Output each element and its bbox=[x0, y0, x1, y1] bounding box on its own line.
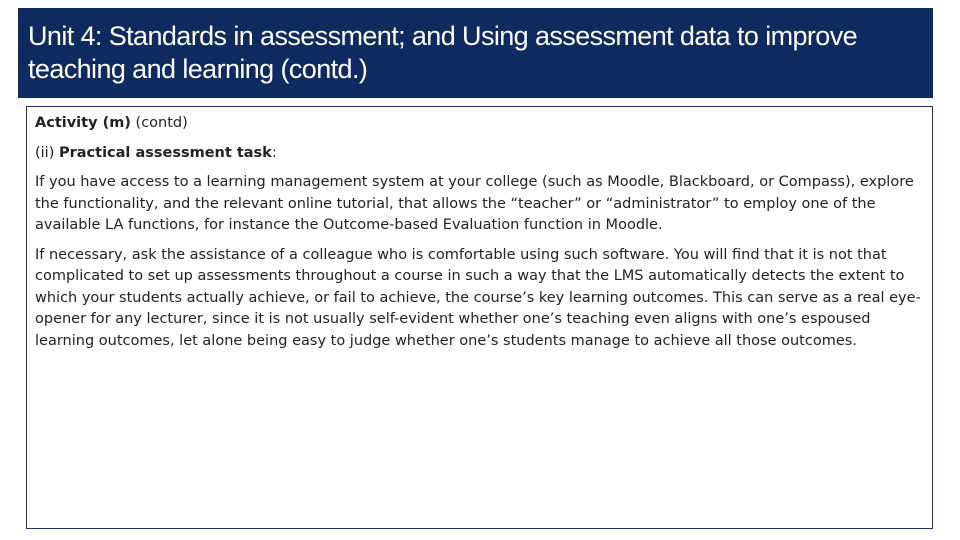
activity-label: Activity (m) bbox=[35, 115, 131, 131]
slide-title: Unit 4: Standards in assessment; and Using assessment data to improve teaching and learning (contd.) bbox=[28, 21, 858, 84]
task-paragraph-1: If you have access to a learning management system at your college (such as Moodle, Blackboard, or Compass), explore the functionality, and the relevant online tutorial, that allows the “teacher” or “administrator” to employ one of the available LA functions, for instance the Outcome-based Evaluation function in Moodle. bbox=[35, 174, 914, 233]
task-paragraph-2: If necessary, ask the assistance of a colleague who is comfortable using such software. You will find that it is not that complicated to set up assessments throughout a course in such a way that the LMS automatically detects the extent to which your students actually achieve, or fail to achieve, the course’s key learning outcomes. This can serve as a real eye-opener for any lecturer, since it is not usually self-evident whether one’s teaching even aligns with one’s espoused learning outcomes, let alone being easy to judge whether one’s students manage to achieve all those outcomes. bbox=[35, 246, 921, 349]
slide-title-bar bbox=[18, 8, 933, 98]
activity-heading bbox=[35, 113, 924, 135]
task-label: Practical assessment task bbox=[58, 144, 272, 161]
task-prefix: (ii) bbox=[35, 144, 59, 161]
task-suffix: : bbox=[271, 144, 277, 161]
task-heading bbox=[35, 143, 924, 165]
activity-suffix: (contd) bbox=[130, 115, 188, 131]
activity-content-box bbox=[26, 106, 933, 529]
